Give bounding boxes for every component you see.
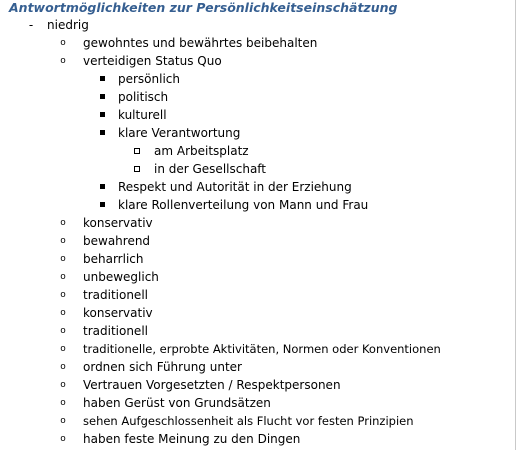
list-item-label: Vertrauen Vorgesetzten / Respektpersonen [83, 378, 341, 392]
list-item [0, 304, 518, 322]
list-item-label: traditionell [83, 324, 148, 338]
circle-bullet-icon: o [60, 434, 66, 444]
list-item-label: sehen Aufgeschlossenheit als Flucht vor festen Prinzipien [83, 414, 414, 428]
circle-bullet-icon: o [60, 218, 66, 228]
list-item [0, 160, 518, 178]
list-item-label: haben Gerüst von Grundsätzen [83, 396, 271, 410]
circle-bullet-icon: o [60, 380, 66, 390]
list-item-label: klare Rollenverteilung von Mann und Frau [118, 198, 369, 212]
list-item-label: persönlich [118, 72, 181, 86]
list-item-label: verteidigen Status Quo [83, 54, 222, 68]
circle-bullet-icon: o [60, 254, 66, 264]
circle-bullet-icon: o [60, 362, 66, 372]
list-item [0, 268, 518, 286]
square-bullet-icon [98, 124, 106, 142]
circle-bullet-icon: o [60, 38, 66, 48]
list-item-label: ordnen sich Führung unter [83, 360, 242, 374]
list-item-label: konservativ [83, 306, 153, 320]
list-item [0, 322, 518, 340]
circle-bullet-icon: o [60, 272, 66, 282]
list-item [0, 106, 518, 124]
square-bullet-icon [98, 70, 106, 88]
list-item-label: unbeweglich [83, 270, 159, 284]
circle-bullet-icon: o [60, 344, 66, 354]
list-item [0, 124, 518, 142]
list-item-label: bewahrend [83, 234, 151, 248]
list-item [0, 142, 518, 160]
list-item-label: konservativ [83, 216, 153, 230]
list-item [0, 178, 518, 196]
square-bullet-icon [98, 88, 106, 106]
circle-bullet-icon: o [60, 56, 66, 66]
list-item-niedrig [0, 16, 518, 34]
list-item [0, 358, 518, 376]
square-bullet-icon [98, 178, 106, 196]
list-item [0, 52, 518, 70]
list-item [0, 88, 518, 106]
list-item [0, 340, 518, 358]
list-item [0, 430, 518, 448]
list-item-label: politisch [118, 90, 169, 104]
list-item [0, 70, 518, 88]
list-item-label: in der Gesellschaft [154, 162, 267, 176]
list-item-label: kulturell [118, 108, 167, 122]
circle-bullet-icon: o [60, 416, 66, 426]
list-item [0, 34, 518, 52]
list-item-label: beharrlich [83, 252, 144, 266]
list-item [0, 214, 518, 232]
list-item [0, 250, 518, 268]
square-bullet-icon [98, 106, 106, 124]
list-item [0, 286, 518, 304]
list-item-label: Respekt und Autorität in der Erziehung [118, 180, 352, 194]
document-heading: Antwortmöglichkeiten zur Persönlichkeitseinschätzung [9, 0, 398, 15]
list-item [0, 196, 518, 214]
list-item-label: am Arbeitsplatz [154, 144, 249, 158]
page-edge-divider [515, 0, 516, 450]
circle-bullet-icon: o [60, 236, 66, 246]
list-item-label: gewohntes und bewährtes beibehalten [83, 36, 318, 50]
list-item [0, 412, 518, 430]
list-item [0, 394, 518, 412]
list-item [0, 232, 518, 250]
list-item-label: traditionelle, erprobte Aktivitäten, Normen oder Konventionen [83, 342, 441, 356]
circle-bullet-icon: o [60, 290, 66, 300]
list-item [0, 376, 518, 394]
hollow-square-bullet-icon [132, 142, 142, 160]
list-item-label: niedrig [47, 18, 89, 32]
dash-bullet: - [28, 18, 34, 32]
list-item-label: haben feste Meinung zu den Dingen [83, 432, 301, 446]
list-item-label: klare Verantwortung [118, 126, 241, 140]
circle-bullet-icon: o [60, 398, 66, 408]
circle-bullet-icon: o [60, 326, 66, 336]
square-bullet-icon [98, 196, 106, 214]
hollow-square-bullet-icon [132, 160, 142, 178]
circle-bullet-icon: o [60, 308, 66, 318]
list-item-label: traditionell [83, 288, 148, 302]
